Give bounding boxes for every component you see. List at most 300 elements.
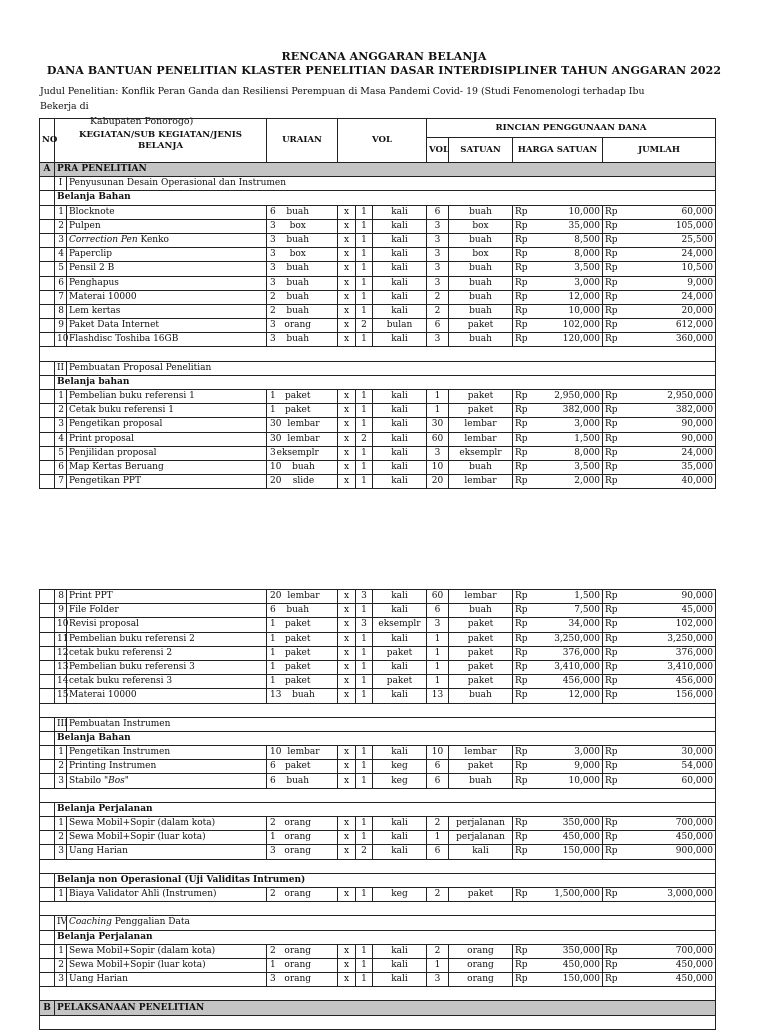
item-name: Pengetikan Instrumen: [69, 747, 171, 758]
rincian-satuan: lembar: [449, 746, 513, 760]
rincian-vol: 3: [427, 233, 449, 247]
currency-label: Rp: [513, 404, 529, 418]
uraian-qty: 3 buah: [267, 333, 338, 347]
uraian-unit: box: [289, 249, 306, 260]
vol-mult: 1: [356, 333, 373, 347]
rincian-vol: 6: [427, 845, 449, 859]
currency-label: Rp: [603, 944, 619, 958]
item-name-cell: [67, 333, 267, 347]
unit-price: 10,000: [529, 774, 603, 788]
item-name: Flashdisc Toshiba 16GB: [69, 334, 179, 345]
table-row: [40, 475, 716, 489]
blank-row: [40, 703, 716, 717]
item-name: Paket Data Internet: [69, 320, 160, 331]
item-name: Lem kertas: [69, 305, 121, 316]
uraian-qty: 1 orang: [267, 831, 338, 845]
vol-x: x: [338, 248, 356, 262]
item-name-cell: [67, 233, 267, 247]
currency-label: Rp: [603, 219, 619, 233]
rincian-vol: 1: [427, 646, 449, 660]
vol-x: x: [338, 618, 356, 632]
uraian-qty: 3eksemplr: [267, 446, 338, 460]
vol-mult: 1: [356, 248, 373, 262]
vol-unit: kali: [373, 390, 427, 404]
rincian-vol: 10: [427, 460, 449, 474]
vol-unit: kali: [373, 689, 427, 703]
sub-activity-label: Penyusunan Desain Operasional dan Instrumen: [69, 178, 287, 189]
vol-x: x: [338, 973, 356, 987]
vol-x: x: [338, 233, 356, 247]
total-amount: 900,000: [619, 845, 716, 859]
item-name-cell: [67, 760, 267, 774]
currency-label: Rp: [513, 276, 529, 290]
table-row: [40, 233, 716, 247]
vol-x: x: [338, 746, 356, 760]
currency-label: Rp: [603, 774, 619, 788]
sub-activity-cell: [67, 717, 716, 731]
vol-unit: bulan: [373, 319, 427, 333]
rincian-satuan: buah: [449, 205, 513, 219]
uraian-unit: slide: [292, 476, 315, 487]
item-no: 4: [55, 248, 67, 262]
total-amount: 105,000: [619, 219, 716, 233]
vol-mult: 1: [356, 958, 373, 972]
item-no: 3: [55, 845, 67, 859]
uraian-unit: lembar: [287, 747, 320, 758]
header-uraian: URAIAN: [267, 119, 338, 163]
vol-x: x: [338, 276, 356, 290]
unit-price: 3,410,000: [529, 660, 603, 674]
item-name-cell: [67, 475, 267, 489]
rincian-satuan: buah: [449, 262, 513, 276]
uraian-unit: orang: [284, 818, 312, 829]
rincian-satuan: buah: [449, 290, 513, 304]
uraian-unit: paket: [284, 633, 311, 644]
header-rincian: RINCIAN PENGGUNAAN DANA: [427, 119, 716, 138]
rincian-satuan: lembar: [449, 432, 513, 446]
currency-label: Rp: [603, 233, 619, 247]
rincian-vol: 6: [427, 604, 449, 618]
total-amount: 700,000: [619, 944, 716, 958]
vol-mult: 1: [356, 390, 373, 404]
currency-label: Rp: [603, 276, 619, 290]
uraian-unit: paket: [284, 647, 311, 658]
item-no: 2: [55, 831, 67, 845]
total-amount: 10,500: [619, 262, 716, 276]
item-no: 5: [55, 262, 67, 276]
uraian-qty: 1 paket: [267, 660, 338, 674]
item-name: cetak buku referensi 3: [69, 676, 173, 687]
total-amount: 60,000: [619, 774, 716, 788]
item-no: 12: [55, 646, 67, 660]
uraian-unit: orang: [284, 959, 312, 970]
research-title-text-2: Kabupaten Ponorogo): [90, 116, 194, 127]
uraian-qty: 3 buah: [267, 276, 338, 290]
vol-mult: 2: [356, 845, 373, 859]
total-amount: 60,000: [619, 205, 716, 219]
uraian-qty: 30 lembar: [267, 418, 338, 432]
rincian-satuan: buah: [449, 333, 513, 347]
rincian-vol: 2: [427, 817, 449, 831]
vol-mult: 1: [356, 475, 373, 489]
sub-activity-roman: IV: [55, 916, 67, 930]
uraian-qty: 30 lembar: [267, 432, 338, 446]
currency-label: Rp: [513, 944, 529, 958]
vol-x: x: [338, 689, 356, 703]
table-row: [40, 831, 716, 845]
uraian-unit: paket: [284, 405, 311, 416]
vol-x: x: [338, 944, 356, 958]
total-amount: 450,000: [619, 958, 716, 972]
vol-unit: kali: [373, 845, 427, 859]
uraian-unit: orang: [284, 846, 312, 857]
vol-mult: 1: [356, 276, 373, 290]
sub-activity-roman: III: [55, 717, 67, 731]
vol-x: x: [338, 660, 356, 674]
item-no: 2: [55, 404, 67, 418]
unit-price: 376,000: [529, 646, 603, 660]
sub-activity-cell: [67, 916, 716, 930]
uraian-unit: paket: [284, 761, 311, 772]
unit-price: 12,000: [529, 290, 603, 304]
rincian-vol: 2: [427, 944, 449, 958]
vol-mult: 3: [356, 618, 373, 632]
blank-row: [40, 902, 716, 916]
blank-row: [40, 987, 716, 1001]
currency-label: Rp: [603, 675, 619, 689]
currency-label: Rp: [603, 418, 619, 432]
item-no: 8: [55, 590, 67, 604]
currency-label: Rp: [513, 831, 529, 845]
table-row: [40, 604, 716, 618]
rincian-satuan: paket: [449, 404, 513, 418]
rincian-satuan: buah: [449, 460, 513, 474]
table-row: [40, 958, 716, 972]
uraian-unit: paket: [284, 619, 311, 630]
table-row: [40, 390, 716, 404]
rincian-vol: 1: [427, 831, 449, 845]
table-row: [40, 319, 716, 333]
item-name-cell: [67, 290, 267, 304]
table-row: [40, 304, 716, 318]
currency-label: Rp: [603, 304, 619, 318]
vol-x: x: [338, 774, 356, 788]
item-name-suffix: Kenko: [137, 235, 169, 246]
sub-activity-row: [40, 177, 716, 191]
vol-unit: kali: [373, 248, 427, 262]
currency-label: Rp: [603, 973, 619, 987]
header-jumlah: JUMLAH: [603, 138, 716, 163]
currency-label: Rp: [513, 887, 529, 901]
item-name-cell: [67, 845, 267, 859]
category-label: Belanja non Operasional (Uji Validitas Intrumen): [55, 873, 716, 887]
vol-mult: 3: [356, 590, 373, 604]
uraian-qty: 2 orang: [267, 944, 338, 958]
item-name-cell: [67, 646, 267, 660]
vol-unit: kali: [373, 604, 427, 618]
vol-mult: 1: [356, 205, 373, 219]
rincian-vol: 1: [427, 675, 449, 689]
uraian-qty: 20 lembar: [267, 590, 338, 604]
currency-label: Rp: [603, 248, 619, 262]
item-name-cell: [67, 219, 267, 233]
table-row: [40, 276, 716, 290]
uraian-qty: 2 orang: [267, 817, 338, 831]
vol-mult: 1: [356, 831, 373, 845]
blank-row: [40, 347, 716, 361]
total-amount: 376,000: [619, 646, 716, 660]
item-no: 1: [55, 746, 67, 760]
table-row: [40, 333, 716, 347]
total-amount: 45,000: [619, 604, 716, 618]
sub-activity-label: Pembuatan Instrumen: [69, 718, 171, 729]
rincian-satuan: paket: [449, 760, 513, 774]
uraian-unit: buah: [286, 263, 310, 274]
category-label: Belanja Perjalanan: [55, 930, 716, 944]
vol-x: x: [338, 887, 356, 901]
research-title-text: Konflik Peran Ganda dan Resiliensi Perempuan di Masa Pandemi Covid- 19 (Studi Fenomenologi terhadap Ibu Bekerja di: [40, 86, 645, 112]
rincian-satuan: paket: [449, 390, 513, 404]
table-row: [40, 404, 716, 418]
vol-unit: kali: [373, 304, 427, 318]
total-amount: 156,000: [619, 689, 716, 703]
section-row: [40, 1001, 716, 1015]
sub-activity-roman: I: [55, 177, 67, 191]
table-row: [40, 845, 716, 859]
rincian-satuan: paket: [449, 646, 513, 660]
item-name: Blocknote: [69, 206, 115, 217]
total-amount: 612,000: [619, 319, 716, 333]
research-title-label: Judul Penelitian:: [40, 86, 119, 97]
table-row: [40, 746, 716, 760]
category-label: Belanja Bahan: [55, 731, 716, 745]
vol-unit: kali: [373, 958, 427, 972]
item-name: Sewa Mobil+Sopir (luar kota): [69, 959, 206, 970]
item-name-cell: [67, 248, 267, 262]
blank-row: [40, 859, 716, 873]
header-harga: HARGA SATUAN: [513, 138, 603, 163]
uraian-unit: buah: [286, 605, 310, 616]
vol-unit: keg: [373, 774, 427, 788]
rincian-satuan: orang: [449, 973, 513, 987]
vol-mult: 2: [356, 432, 373, 446]
total-amount: 24,000: [619, 290, 716, 304]
category-row: [40, 930, 716, 944]
total-amount: 35,000: [619, 460, 716, 474]
item-name-cell: [67, 390, 267, 404]
rincian-vol: 6: [427, 319, 449, 333]
unit-price: 3,000: [529, 276, 603, 290]
rincian-vol: 3: [427, 618, 449, 632]
table-row: [40, 689, 716, 703]
sub-activity-row: [40, 916, 716, 930]
table-row: [40, 446, 716, 460]
vol-x: x: [338, 446, 356, 460]
table-row: [40, 632, 716, 646]
uraian-qty: 1 orang: [267, 958, 338, 972]
vol-mult: 1: [356, 418, 373, 432]
table-row: [40, 646, 716, 660]
currency-label: Rp: [603, 632, 619, 646]
vol-mult: 1: [356, 304, 373, 318]
currency-label: Rp: [513, 646, 529, 660]
category-label: Belanja bahan: [55, 375, 716, 389]
rincian-vol: 1: [427, 660, 449, 674]
item-name-cell: [67, 632, 267, 646]
rincian-satuan: kali: [449, 845, 513, 859]
item-name-cell: [67, 276, 267, 290]
item-no: 10: [55, 618, 67, 632]
table-row: [40, 590, 716, 604]
vol-mult: 1: [356, 404, 373, 418]
item-no: 3: [55, 233, 67, 247]
uraian-unit: buah: [286, 305, 310, 316]
uraian-qty: 2 buah: [267, 304, 338, 318]
rincian-satuan: buah: [449, 604, 513, 618]
item-no: 13: [55, 660, 67, 674]
total-amount: 450,000: [619, 831, 716, 845]
uraian-unit: paket: [284, 676, 311, 687]
vol-x: x: [338, 604, 356, 618]
vol-x: x: [338, 460, 356, 474]
item-name: Penjilidan proposal: [69, 447, 157, 458]
item-no: 2: [55, 760, 67, 774]
vol-mult: 1: [356, 746, 373, 760]
category-row: [40, 802, 716, 816]
item-name: Sewa Mobil+Sopir (dalam kota): [69, 945, 216, 956]
uraian-qty: 6 buah: [267, 774, 338, 788]
item-no: 8: [55, 304, 67, 318]
item-name: Pensil 2 B: [69, 263, 115, 274]
currency-label: Rp: [513, 446, 529, 460]
item-name: Pulpen: [69, 220, 101, 231]
uraian-unit: paket: [284, 391, 311, 402]
item-name: Print proposal: [69, 433, 135, 444]
rincian-satuan: buah: [449, 689, 513, 703]
item-name: Paperclip: [69, 249, 112, 260]
unit-price: 34,000: [529, 618, 603, 632]
rincian-satuan: paket: [449, 660, 513, 674]
rincian-vol: 20: [427, 475, 449, 489]
rincian-vol: 3: [427, 333, 449, 347]
currency-label: Rp: [513, 333, 529, 347]
vol-unit: kali: [373, 475, 427, 489]
item-name: Biaya Validator Ahli (Instrumen): [69, 889, 217, 900]
uraian-unit: buah: [286, 235, 310, 246]
total-amount: 90,000: [619, 432, 716, 446]
unit-price: 102,000: [529, 319, 603, 333]
currency-label: Rp: [513, 746, 529, 760]
table-row: [40, 660, 716, 674]
item-name-cell: [67, 958, 267, 972]
currency-label: Rp: [603, 646, 619, 660]
vol-mult: 1: [356, 675, 373, 689]
table-row: [40, 432, 716, 446]
currency-label: Rp: [603, 590, 619, 604]
rincian-satuan: orang: [449, 958, 513, 972]
item-name-cell: [67, 944, 267, 958]
rincian-satuan: lembar: [449, 590, 513, 604]
currency-label: Rp: [603, 205, 619, 219]
section-letter: A: [40, 163, 55, 177]
vol-mult: 1: [356, 646, 373, 660]
sub-activity-cell: [67, 361, 716, 375]
rincian-satuan: perjalanan: [449, 831, 513, 845]
currency-label: Rp: [513, 418, 529, 432]
item-no: 1: [55, 944, 67, 958]
currency-label: Rp: [603, 958, 619, 972]
item-name-cell: [67, 205, 267, 219]
uraian-unit: orang: [284, 832, 312, 843]
vol-x: x: [338, 475, 356, 489]
sub-activity-label: Pembuatan Proposal Penelitian: [69, 362, 212, 373]
item-no: 5: [55, 446, 67, 460]
unit-price: 2,950,000: [529, 390, 603, 404]
unit-price: 35,000: [529, 219, 603, 233]
item-name: Print PPT: [69, 591, 113, 602]
total-amount: 25,500: [619, 233, 716, 247]
vol-x: x: [338, 831, 356, 845]
currency-label: Rp: [603, 404, 619, 418]
uraian-unit: orang: [284, 889, 312, 900]
item-no: 9: [55, 319, 67, 333]
vol-x: x: [338, 845, 356, 859]
total-amount: 20,000: [619, 304, 716, 318]
unit-price: 8,000: [529, 446, 603, 460]
uraian-qty: 1 paket: [267, 618, 338, 632]
uraian-qty: 3 buah: [267, 262, 338, 276]
currency-label: Rp: [603, 845, 619, 859]
rincian-vol: 60: [427, 432, 449, 446]
item-name-cell: [67, 304, 267, 318]
table-row: [40, 774, 716, 788]
vol-unit: kali: [373, 276, 427, 290]
unit-price: 1,500,000: [529, 887, 603, 901]
table-row: [40, 460, 716, 474]
currency-label: Rp: [513, 248, 529, 262]
rincian-satuan: buah: [449, 304, 513, 318]
vol-unit: kali: [373, 831, 427, 845]
unit-price: 350,000: [529, 817, 603, 831]
uraian-unit: orang: [284, 945, 312, 956]
vol-mult: 1: [356, 817, 373, 831]
rincian-satuan: lembar: [449, 418, 513, 432]
vol-mult: 1: [356, 774, 373, 788]
currency-label: Rp: [513, 845, 529, 859]
budget-table-part-2: [39, 589, 716, 1030]
uraian-qty: 10 lembar: [267, 746, 338, 760]
item-name: Printing Instrumen: [69, 761, 157, 772]
category-label: Belanja Perjalanan: [55, 802, 716, 816]
rincian-satuan: buah: [449, 233, 513, 247]
vol-unit: kali: [373, 590, 427, 604]
uraian-unit: paket: [284, 662, 311, 673]
vol-unit: kali: [373, 290, 427, 304]
item-name-cell: [67, 590, 267, 604]
currency-label: Rp: [513, 304, 529, 318]
vol-unit: kali: [373, 233, 427, 247]
vol-unit: kali: [373, 460, 427, 474]
item-no: 2: [55, 958, 67, 972]
unit-price: 8,000: [529, 248, 603, 262]
unit-price: 1,500: [529, 590, 603, 604]
item-name: Pembelian buku referensi 3: [69, 662, 195, 673]
uraian-qty: 13 buah: [267, 689, 338, 703]
item-name-cell: [67, 604, 267, 618]
rincian-vol: 3: [427, 248, 449, 262]
uraian-unit: box: [289, 220, 306, 231]
rincian-vol: 2: [427, 304, 449, 318]
